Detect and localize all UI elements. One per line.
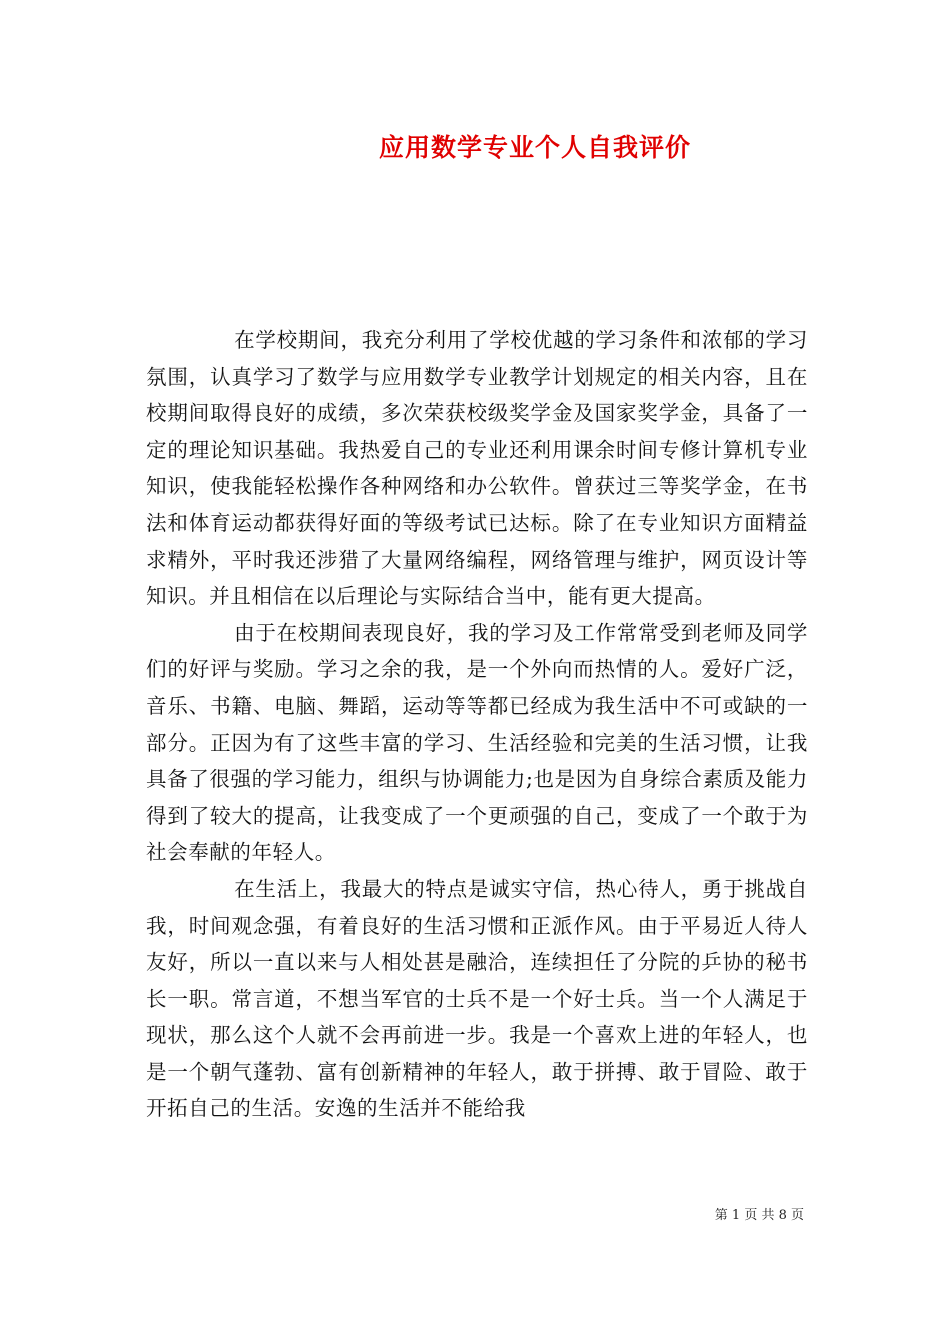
paragraph-3: 在生活上，我最大的特点是诚实守信，热心待人，勇于挑战自我，时间观念强，有着良好的生活习惯和正派作风。由于平易近人待人友好，所以一直以来与人相处甚是融洽，连续担任了分院的乒协的秘书长一职。常言道，不想当军官的士兵不是一个好士兵。当一个人满足于现状，那么这个人就不会再前进一步。我是一个喜欢上进的年轻人，也是一个朝气蓬勃、富有创新精神的年轻人，敢于拼搏、敢于冒险、敢于开拓自己的生活。安逸的生活并不能给我 — [146, 876, 808, 1121]
page-number-footer: 第 1 页 共 8 页 — [714, 1208, 804, 1223]
paragraph-1: 在学校期间，我充分利用了学校优越的学习条件和浓郁的学习氛围，认真学习了数学与应用数学专业教学计划规定的相关内容，且在校期间取得良好的成绩，多次荣获校级奖学金及国家奖学金，具备了一定的理论知识基础。我热爱自己的专业还利用课余时间专修计算机专业知识，使我能轻松操作各种网络和办公软件。曾获过三等奖学金，在书法和体育运动都获得好面的等级考试已达标。除了在专业知识方面精益求精外，平时我还涉猎了大量网络编程，网络管理与维护，网页设计等知识。并且相信在以后理论与实际结合当中，能有更大提高。 — [146, 328, 808, 609]
paragraph-2: 由于在校期间表现良好，我的学习及工作常常受到老师及同学们的好评与奖励。学习之余的我，是一个外向而热情的人。爱好广泛，音乐、书籍、电脑、舞蹈，运动等等都已经成为我生活中不可或缺的一部分。正因为有了这些丰富的学习、生活经验和完美的生活习惯，让我具备了很强的学习能力，组织与协调能力;也是因为自身综合素质及能力得到了较大的提高，让我变成了一个更顽强的自己，变成了一个敢于为社会奉献的年轻人。 — [146, 620, 808, 865]
document-body — [146, 322, 808, 1127]
document-title: 应用数学专业个人自我评价 — [378, 133, 691, 162]
